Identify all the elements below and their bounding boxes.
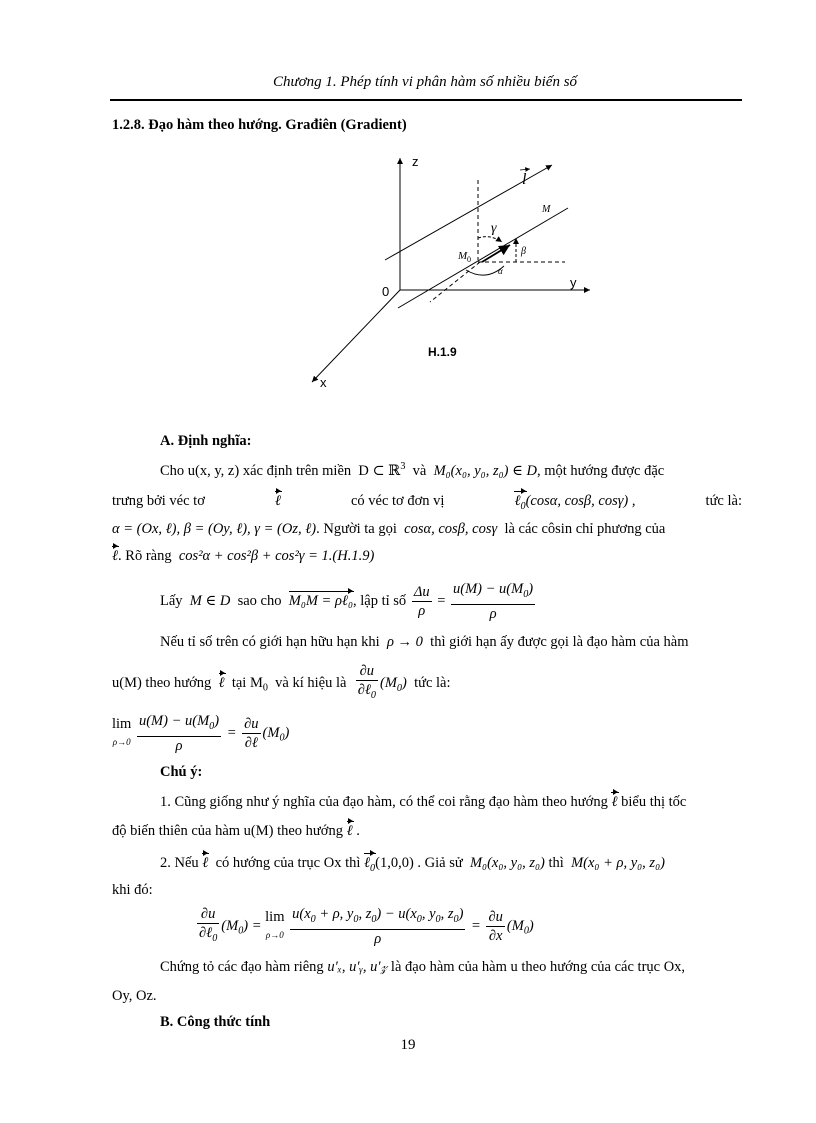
z-label: z <box>412 154 419 169</box>
x-axis <box>312 290 400 382</box>
figure-caption: H.1.9 <box>428 345 457 359</box>
vec-l-label: l <box>522 171 527 188</box>
note-1b: độ biến thiên của hàm u(M) theo hướng ℓ . <box>112 823 360 839</box>
point-m0-sub: 0 <box>467 255 471 264</box>
origin-label: 0 <box>382 284 390 299</box>
section-title: 1.2.8. Đạo hàm theo hướng. Građiên (Gradient) <box>112 117 407 133</box>
def-line-7: u(M) theo hướng ℓ tại $M_0$ và kí hiệu là $\frac{\partial u}{\partial\ell_0}$ $(M_0)$ tức là: <box>112 663 451 701</box>
y-label: y <box>570 275 577 290</box>
definition-heading: A. Định nghĩa: <box>160 433 252 449</box>
def-line-4: ℓ. Rõ ràng cos²α + cos²β + cos²γ = 1.(H.1.9) <box>112 548 375 564</box>
running-header: Chương 1. Phép tính vi phân hàm số nhiều biến số <box>272 74 578 90</box>
point-m0-label: M <box>458 250 468 262</box>
note-1a: 1. Cũng giống như ý nghĩa của đạo hàm, có thể coi rằng đạo hàm theo hướng ℓ biểu thị tốc <box>160 794 687 810</box>
def-line-3: α = (Ox, ℓ), β = (Oy, ℓ), γ = (Oz, ℓ). Người ta gọi cosα, cosβ, cosγ là các côsin chỉ phương của <box>112 521 666 537</box>
alpha-label: α <box>498 266 503 276</box>
def-line-1: Cho u(x, y, z) xác định trên miền D ⊂ ℝ$^3$ và M₀(x₀, y₀, z₀) ∈ D, một hướng được đặc <box>160 461 665 479</box>
note-2a: 2. Nếu ℓ có hướng của trục Ox thì ℓ$_0$(1,0,0) . Giả sử M₀(x₀, y₀, z₀) thì M(x₀ + ρ, y₀, z₀) <box>160 855 665 874</box>
def-line-2: trưng bởi véc tơ ℓ có véc tơ đơn vị ℓ$_0$(cosα, cosβ, cosγ) , tức là: <box>112 493 742 512</box>
note-3a: Chứng tỏ các đạo hàm riêng u′ₓ, u′ᵧ, u′𝓏 là đạo hàm của hàm u theo hướng của các trục Ox, <box>160 959 686 975</box>
notes-heading: Chú ý: <box>160 764 203 780</box>
beta-label: β <box>521 246 526 257</box>
note-3b: Oy, Oz. <box>112 988 157 1004</box>
gamma-label: γ <box>491 221 497 236</box>
def-line-6: Nếu tỉ số trên có giới hạn hữu hạn khi ρ → 0 thì giới hạn ấy được gọi là đạo hàm của hàm <box>160 634 689 650</box>
point-m-label: M <box>542 204 551 215</box>
limit-formula: lim ρ→0 $\frac{u(M) - u(M_0)}{\rho}$ = $\frac{\partial u}{\text{∂ℓ}}$ $(M_0)$ <box>112 713 290 754</box>
directional-derivative-formula: $\frac{\partial u}{\partial\ell_0}$ $(M_0) = \lim$ ρ→0 $\frac{u(x_0 + \rho, y_0, z_0) - u(x_0, y_0, z_0)}{\rho}$ = $\frac{\partial u}{\partial x}$ $(M_0)$ <box>199 906 534 947</box>
x-label: x <box>320 375 327 390</box>
formula-heading: B. Công thức tính <box>160 1014 271 1030</box>
header-rule <box>110 99 742 101</box>
figure-h19 <box>290 150 620 400</box>
note-2b: khi đó: <box>112 882 153 898</box>
line-m0-m <box>398 208 568 308</box>
def-line-5: Lấy M ∈ D sao cho M₀M = ρℓ₀, lập tỉ số $\frac{\Delta u}{\rho}$ = $\frac{u(M) - u(M_0)}{\rho}$ <box>160 581 534 622</box>
page-number: 19 <box>400 1037 416 1053</box>
direction-line-l <box>385 165 552 260</box>
